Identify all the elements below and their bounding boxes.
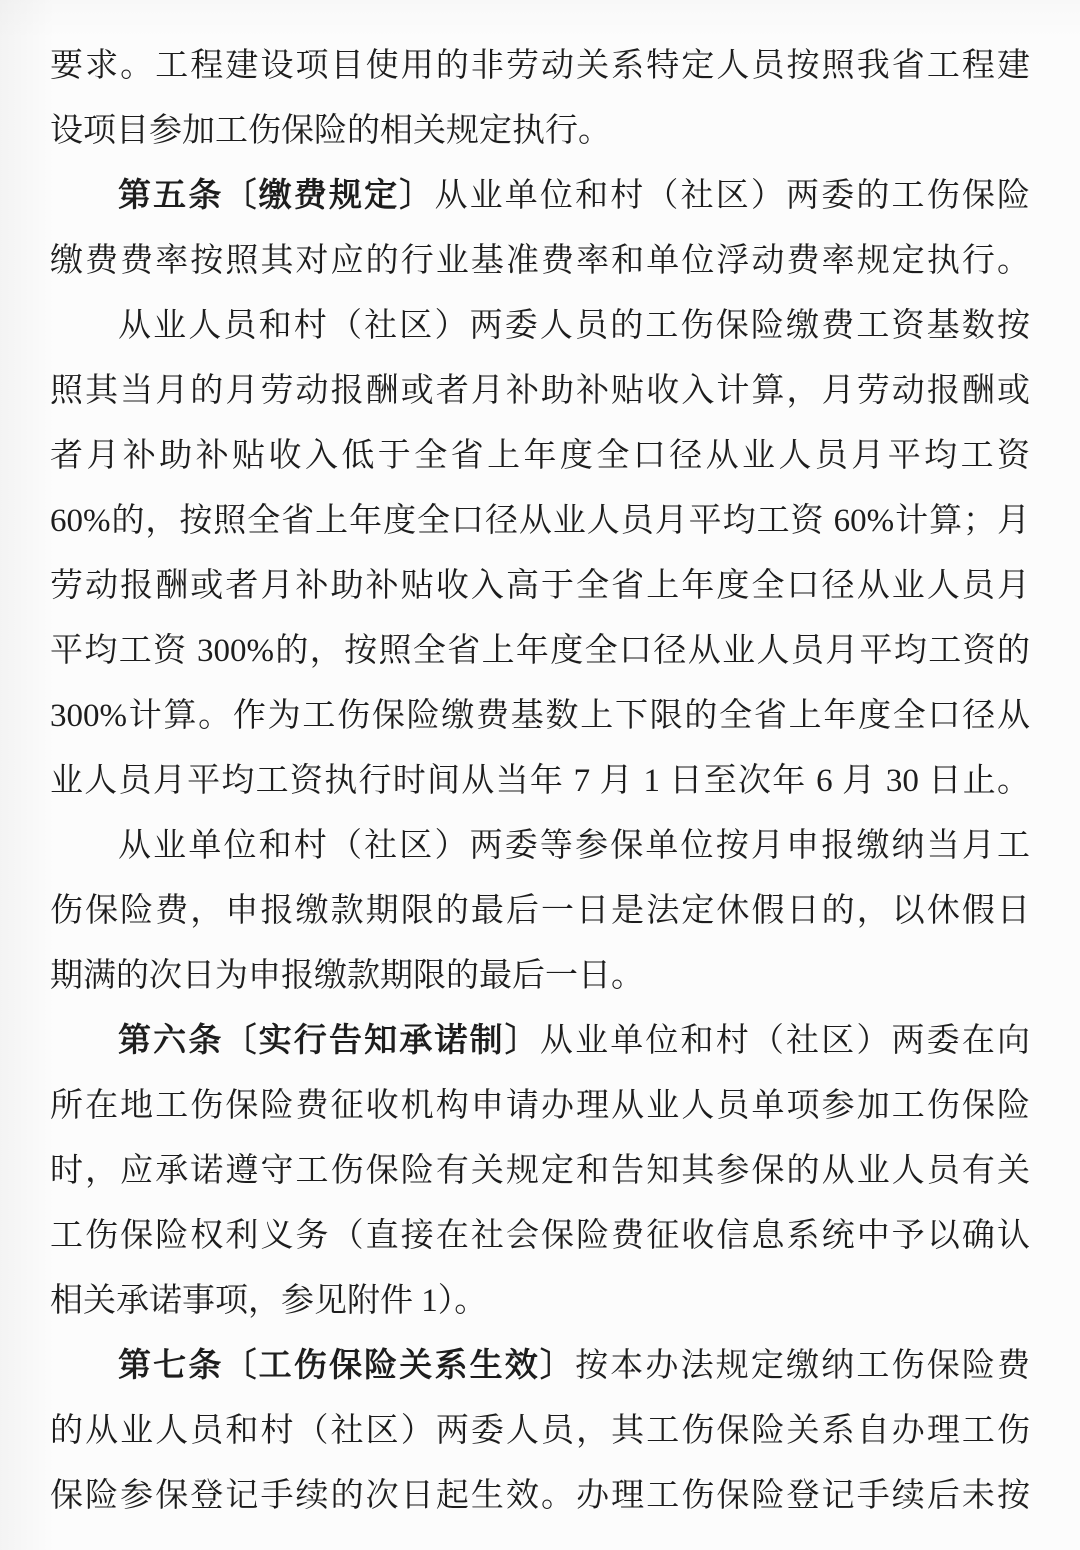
text-line <box>50 1269 1030 1334</box>
document-text-block <box>50 34 1030 1529</box>
text-segment: 者月补助补贴收入低于全省上年度全口径从业人员月平均工资 <box>50 438 1030 474</box>
text-line <box>50 99 1030 164</box>
text-line <box>50 814 1030 879</box>
text-line <box>50 879 1030 944</box>
article-heading: 第五条〔缴费规定〕 <box>118 178 435 214</box>
text-line <box>50 1464 1030 1529</box>
text-line <box>50 1399 1030 1464</box>
text-segment: 按本办法规定缴纳工伤保险费 <box>575 1348 1031 1384</box>
text-line <box>50 1074 1030 1139</box>
article-line <box>50 1009 1030 1074</box>
text-line <box>50 359 1030 424</box>
text-segment: 从业单位和村（社区）两委在向 <box>539 1023 1031 1059</box>
text-segment: 时，应承诺遵守工伤保险有关规定和告知其参保的从业人员有关 <box>50 1153 1030 1189</box>
text-line <box>50 619 1030 684</box>
text-line <box>50 1139 1030 1204</box>
text-segment: 从业单位和村（社区）两委等参保单位按月申报缴纳当月工 <box>118 828 1030 864</box>
text-segment: 劳动报酬或者月补助补贴收入高于全省上年度全口径从业人员月 <box>50 568 1030 604</box>
article-heading: 第六条〔实行告知承诺制〕 <box>118 1023 540 1059</box>
text-line <box>50 749 1030 814</box>
text-line <box>50 684 1030 749</box>
text-line <box>50 944 1030 1009</box>
text-line <box>50 294 1030 359</box>
text-segment: 保险参保登记手续的次日起生效。办理工伤保险登记手续后未按 <box>50 1478 1030 1514</box>
text-segment: 平均工资 300%的，按照全省上年度全口径从业人员月平均工资的 <box>50 633 1030 669</box>
text-segment: 缴费费率按照其对应的行业基准费率和单位浮动费率规定执行。 <box>50 243 1030 279</box>
text-line <box>50 489 1030 554</box>
text-segment: 所在地工伤保险费征收机构申请办理从业人员单项参加工伤保险 <box>50 1088 1030 1124</box>
text-line <box>50 554 1030 619</box>
text-segment: 从业人员和村（社区）两委人员的工伤保险缴费工资基数按 <box>118 308 1030 344</box>
article-line <box>50 1334 1030 1399</box>
text-segment: 工伤保险权利义务（直接在社会保险费征收信息系统中予以确认 <box>50 1218 1030 1254</box>
text-segment: 业人员月平均工资执行时间从当年 7 月 1 日至次年 6 月 30 日止。 <box>50 763 1030 799</box>
text-line <box>50 34 1030 99</box>
text-segment: 的从业人员和村（社区）两委人员，其工伤保险关系自办理工伤 <box>50 1413 1030 1449</box>
text-segment: 从业单位和村（社区）两委的工伤保险 <box>434 178 1031 214</box>
text-segment: 要求。工程建设项目使用的非劳动关系特定人员按照我省工程建 <box>50 48 1030 84</box>
text-line <box>50 1204 1030 1269</box>
text-segment: 相关承诺事项，参见附件 1）。 <box>50 1283 488 1319</box>
text-line <box>50 229 1030 294</box>
text-segment: 设项目参加工伤保险的相关规定执行。 <box>50 113 611 149</box>
article-line <box>50 164 1030 229</box>
text-segment: 300%计算。作为工伤保险缴费基数上下限的全省上年度全口径从 <box>50 698 1030 734</box>
text-segment: 期满的次日为申报缴款期限的最后一日。 <box>50 958 644 994</box>
article-heading: 第七条〔工伤保险关系生效〕 <box>118 1348 576 1384</box>
text-segment: 照其当月的月劳动报酬或者月补助补贴收入计算，月劳动报酬或 <box>50 373 1030 409</box>
text-segment: 伤保险费，申报缴款期限的最后一日是法定休假日的，以休假日 <box>50 893 1030 929</box>
text-line <box>50 424 1030 489</box>
text-segment: 60%的，按照全省上年度全口径从业人员月平均工资 60%计算；月 <box>50 503 1030 539</box>
